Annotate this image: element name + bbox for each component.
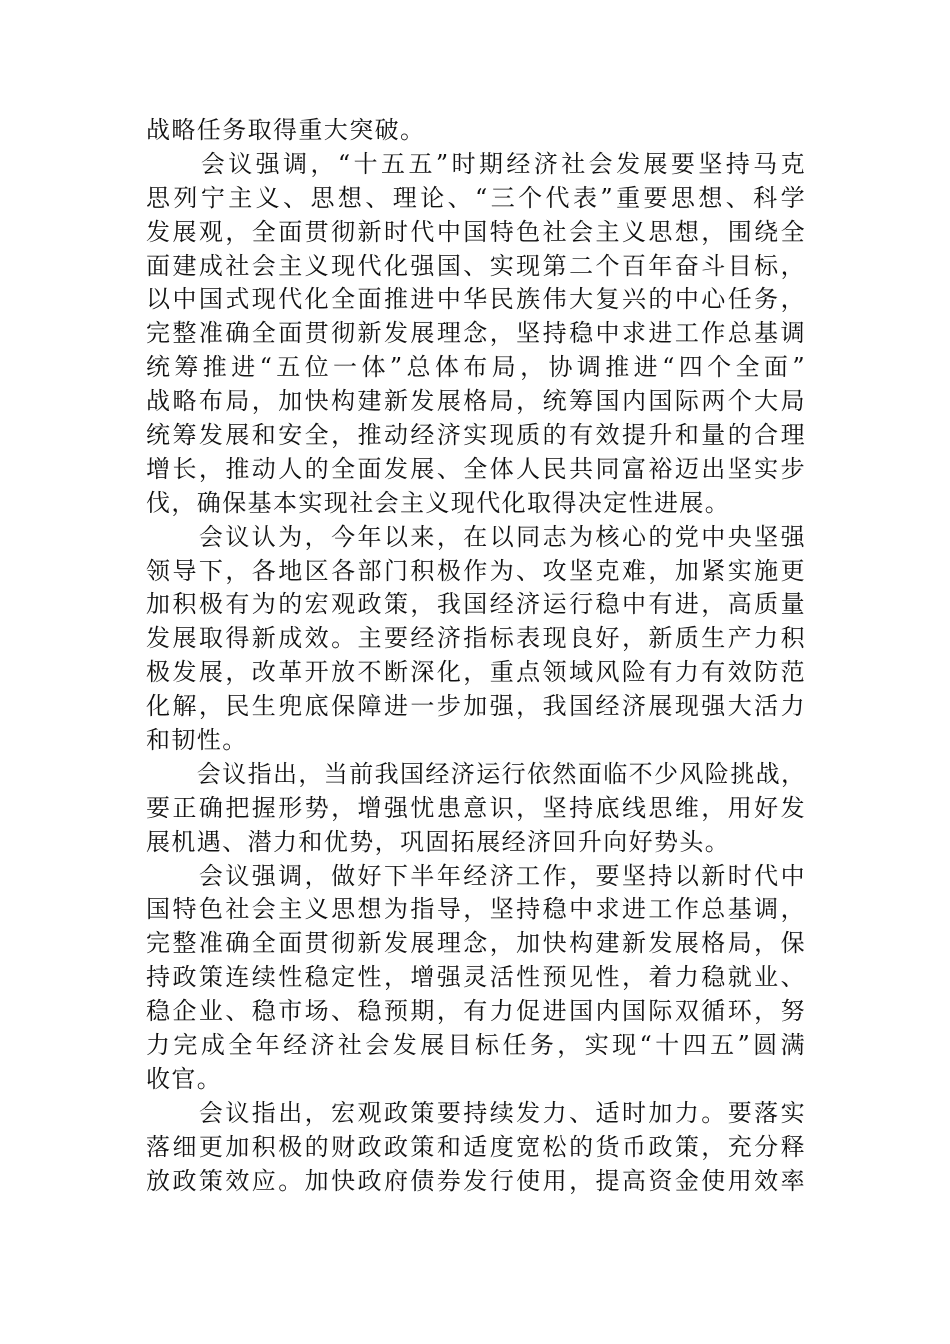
text-line: 完整准确全面贯彻新发展理念，加快构建新发展格局，保 xyxy=(146,929,806,958)
text-line: 加积极有为的宏观政策，我国经济运行稳中有进，高质量 xyxy=(146,590,806,619)
text-line: 和韧性。 xyxy=(146,726,248,755)
text-line: 面建成社会主义现代化强国、实现第二个百年奋斗目标， xyxy=(146,251,806,280)
text-line: 发展观，全面贯彻新时代中国特色社会主义思想，围绕全 xyxy=(146,217,806,246)
text-line: 稳企业、稳市场、稳预期，有力促进国内国际双循环，努 xyxy=(146,997,806,1026)
text-line: 统筹发展和安全，推动经济实现质的有效提升和量的合理 xyxy=(146,421,806,450)
text-line: 会议指出，当前我国经济运行依然面临不少风险挑战， xyxy=(146,759,807,788)
document-body xyxy=(146,114,806,1199)
text-line: 展机遇、潜力和优势，巩固拓展经济回升向好势头。 xyxy=(146,827,731,856)
text-line: 收官。 xyxy=(146,1064,223,1093)
text-line: 极发展，改革开放不断深化，重点领域风险有力有效防范 xyxy=(146,658,806,687)
text-line: 放政策效应。加快政府债券发行使用，提高资金使用效率 xyxy=(146,1166,806,1195)
text-line: 统筹推进“五位一体”总体布局，协调推进“四个全面” xyxy=(146,353,806,382)
text-line: 发展取得新成效。主要经济指标表现良好，新质生产力积 xyxy=(146,624,806,653)
text-line: 思列宁主义、思想、理论、“三个代表”重要思想、科学 xyxy=(146,183,806,212)
text-line: 要正确把握形势，增强忧患意识，坚持底线思维，用好发 xyxy=(146,793,806,822)
text-line: 伐，确保基本实现社会主义现代化取得决定性进展。 xyxy=(146,488,731,517)
text-line: 落细更加积极的财政政策和适度宽松的货币政策，充分释 xyxy=(146,1132,806,1161)
text-line: 会议认为，今年以来，在以同志为核心的党中央坚强 xyxy=(146,522,806,551)
text-line: 会议强调，“十五五”时期经济社会发展要坚持马克 xyxy=(146,149,806,178)
text-line: 增长，推动人的全面发展、全体人民共同富裕迈出坚实步 xyxy=(146,454,806,483)
text-line: 战略布局，加快构建新发展格局，统筹国内国际两个大局 xyxy=(146,387,806,416)
text-line: 持政策连续性稳定性，增强灵活性预见性，着力稳就业、 xyxy=(146,963,806,992)
text-line: 完整准确全面贯彻新发展理念，坚持稳中求进工作总基调 xyxy=(146,319,806,348)
text-line: 会议指出，宏观政策要持续发力、适时加力。要落实 xyxy=(146,1098,806,1127)
text-line: 会议强调，做好下半年经济工作，要坚持以新时代中 xyxy=(146,861,806,890)
text-line: 战略任务取得重大突破。 xyxy=(146,116,426,144)
text-line: 以中国式现代化全面推进中华民族伟大复兴的中心任务， xyxy=(146,285,806,314)
text-line: 力完成全年经济社会发展目标任务，实现“十四五”圆满 xyxy=(146,1031,806,1060)
text-line: 化解，民生兜底保障进一步加强，我国经济展现强大活力 xyxy=(146,692,806,721)
text-line: 领导下，各地区各部门积极作为、攻坚克难，加紧实施更 xyxy=(146,556,806,585)
text-line: 国特色社会主义思想为指导，坚持稳中求进工作总基调， xyxy=(146,895,806,924)
